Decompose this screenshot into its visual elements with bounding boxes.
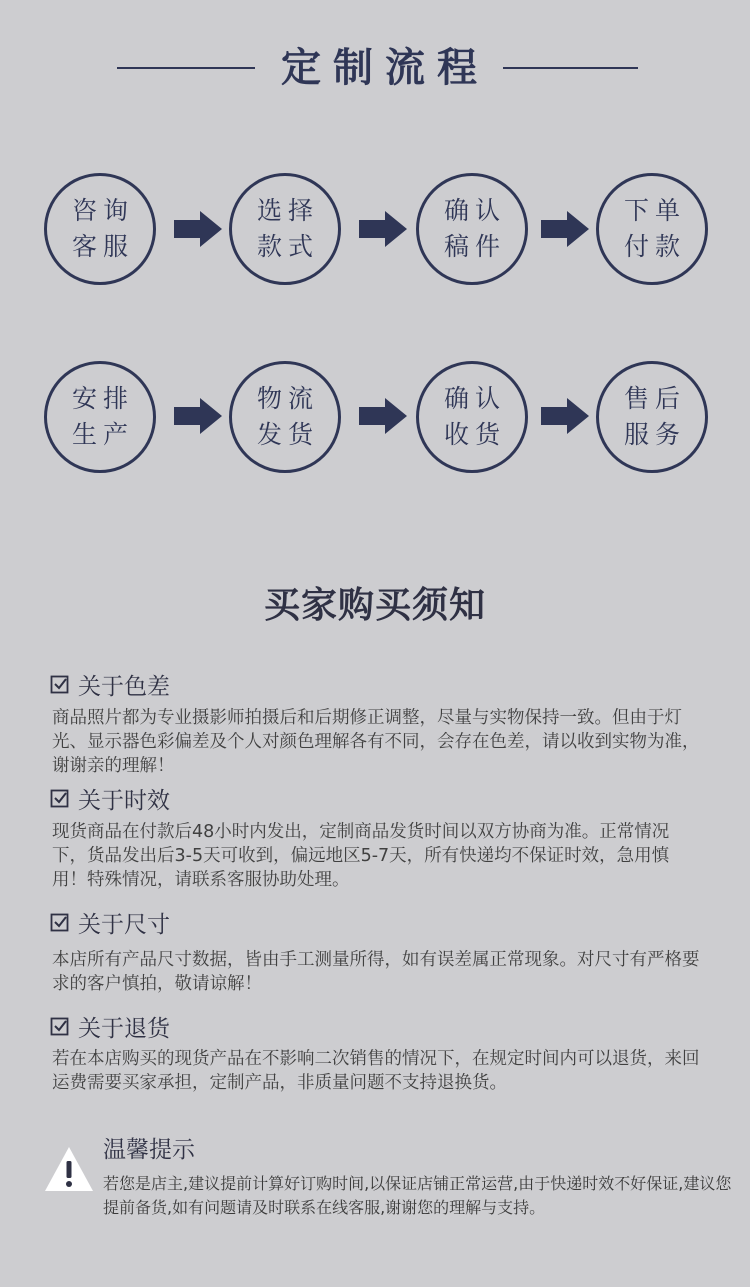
checkbox-checked-icon (50, 912, 70, 932)
step-label-line1: 确认 (443, 384, 506, 413)
step-label-line1: 售后 (623, 384, 686, 413)
step-order-pay (596, 173, 708, 285)
step-label-line2: 稿件 (443, 232, 506, 261)
section-body: 本店所有产品尺寸数据，皆由手工测量所得，如有误差属正常现象。对尺寸有严格要求的客户慎拍，敬请谅解！ (52, 950, 700, 994)
section-heading-text: 关于尺寸 (78, 911, 170, 938)
section-heading (50, 668, 170, 700)
step-after-sales (596, 361, 708, 473)
step-label-line2: 发货 (256, 420, 319, 449)
step-shipping (229, 361, 341, 473)
step-confirm-receipt (416, 361, 528, 473)
step-label-line2: 收货 (443, 420, 506, 449)
arrow-right-icon (174, 398, 222, 434)
title-rule-right (503, 67, 638, 69)
arrow-right-icon (541, 211, 589, 247)
step-production (44, 361, 156, 473)
section-heading-text: 关于时效 (78, 787, 170, 814)
checkbox-checked-icon (50, 788, 70, 808)
arrow-right-icon (174, 211, 222, 247)
step-label-line2: 生产 (71, 420, 134, 449)
section-heading-text: 关于退货 (78, 1015, 170, 1042)
step-label-line1: 下单 (623, 196, 686, 225)
step-label-line1: 安排 (71, 384, 134, 413)
step-label-line2: 付款 (623, 232, 686, 261)
step-confirm-draft (416, 173, 528, 285)
step-consult (44, 173, 156, 285)
step-label-line2: 客服 (71, 232, 134, 261)
warning-icon (44, 1146, 94, 1192)
tip-body: 若您是店主,建议提前计算好订购时间,以保证店铺正常运营,由于快递时效不好保证,建议您提前备货,如有问题请及时联系在线客服,谢谢您的理解与支持。 (103, 1174, 732, 1217)
notice-title: 买家购买须知 (263, 585, 486, 626)
section-heading-text: 关于色差 (78, 673, 170, 700)
step-choose-style (229, 173, 341, 285)
step-label-line1: 咨询 (71, 196, 134, 225)
arrow-right-icon (541, 398, 589, 434)
tip-title: 温馨提示 (103, 1137, 195, 1163)
section-heading (50, 906, 170, 938)
checkbox-checked-icon (50, 674, 70, 694)
section-body: 现货商品在付款后48小时内发出，定制商品发货时间以双方协商为准。正常情况下，货品发出后3-5天可收到，偏远地区5-7天，所有快递均不保证时效，急用慎用！特殊情况，请联系客服协助处理。 (52, 822, 670, 890)
section-body: 商品照片都为专业摄影师拍摄后和后期修正调整，尽量与实物保持一致。但由于灯光、显示器色彩偏差及个人对颜色理解各有不同，会存在色差，请以收到实物为准，谢谢亲的理解！ (52, 708, 700, 776)
step-label-line1: 确认 (443, 196, 506, 225)
arrow-right-icon (359, 398, 407, 434)
step-label-line1: 物流 (256, 384, 319, 413)
title-rule-left (117, 67, 255, 69)
section-heading (50, 782, 170, 814)
step-label-line1: 选择 (256, 196, 319, 225)
step-label-line2: 服务 (623, 420, 686, 449)
checkbox-checked-icon (50, 1016, 70, 1036)
section-body: 若在本店购买的现货产品在不影响二次销售的情况下，在规定时间内可以退货，来回运费需要买家承担，定制产品，非质量问题不支持退换货。 (52, 1049, 700, 1093)
arrow-right-icon (359, 211, 407, 247)
step-label-line2: 款式 (256, 232, 319, 261)
section-heading (50, 1010, 170, 1042)
process-title: 定制流程 (281, 45, 489, 91)
